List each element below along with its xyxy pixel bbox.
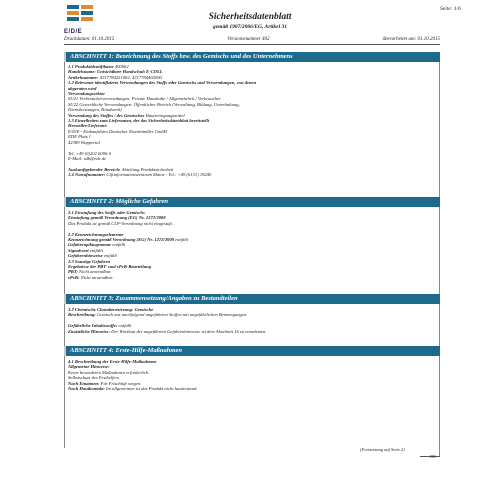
line-text: Selbstschutz des Ersthelfers. [68,375,121,381]
line-text: entfällt [118,323,132,329]
line-label: Nach Einatmen: [68,380,101,386]
line-text: Keine besonderen Maßnahmen erforderlich. [68,369,150,375]
line-label: Allgemeine Hinweise: [68,364,110,370]
document-title: Sicherheitsdatenblatt [208,12,292,22]
line-text: Der Wortlaut der angeführten Gefahrenhinweise ist dem Abschnitt 16 zu entnehmen. [111,328,267,334]
line-label: 2.2 Kennzeichnungselemente [68,231,124,237]
line-text: Nicht anwendbar. [79,269,112,275]
line-text: Gemisch aus nachfolgend angeführten Stoffen mit ungefährlichen Beimengungen. [96,312,248,318]
line-label: Gefahrenpiktogramme [68,242,113,248]
line-label: 1.1 Produktidentifikator [68,64,114,69]
section-4-body [68,359,436,391]
revision-date: überarbeitet am: 01.10.2015 [382,37,440,42]
line-text: Dienstleistungen, Handwerk) [68,107,122,113]
line-text: SU22 Gewerbliche Verwendungen: Öffentlicher Bereich (Verwaltung, Bildung, Unterhaltung, [68,101,240,107]
section-3-header [64,294,440,304]
line-label: Artikelnummer: [68,74,100,80]
section-4-title: ABSCHNITT 4: Erste-Hilfe-Maßnahmen [70,347,182,354]
header-meta [64,37,440,42]
line-label: 1.3 Einzelheiten zum Lieferanten, der das Sicherheitsdatenblatt bereitstellt [68,118,210,124]
text-line [68,386,436,391]
document-subtitle: gemäß 1907/2006/EG, Artikel 31 [212,24,288,30]
line-label: Hersteller/Lieferant: [68,123,108,129]
text-line [68,329,436,334]
line-label: Signalwort [68,247,90,253]
line-label: Verwendung des Stoffes / des Gemisches [68,112,146,118]
line-text: Tel. +49 (0)202 6096-0 [68,150,111,156]
line-text: Das Produkt ist gemäß CLP-Verordnung nicht eingestuft. [68,220,174,226]
line-label: 3.2 Chemische Charakterisierung: Gemische [68,307,154,312]
line-label: vPvB: [68,274,81,280]
line-text: EDE Platz 1 [68,134,91,140]
section-2-title: ABSCHNITT 2: Mögliche Gefahren [70,198,169,205]
line-label: 2.1 Einstufung des Stoffs oder Gemischs [68,210,145,215]
line-label: Einstufung gemäß Verordnung (EG) Nr. 1272/2008 [68,215,166,221]
text-line [68,275,436,280]
section-4-header [64,346,440,356]
line-label: Beschreibung: [68,312,97,318]
section-1-header [64,52,440,62]
line-text: Für Frischluft sorgen. [100,380,142,386]
language-code: DE [430,454,436,459]
line-text: 42389 Wuppertal [68,139,100,145]
line-label: 1.2 Relevante identifizierte Verwendungen des Stoffs oder Gemischs und Verwendungen, von denen [68,80,257,86]
frame-left-line [64,52,65,448]
section-3-body [68,307,436,334]
section-1-body [68,64,436,178]
line-label: Gefährliche Inhaltsstoffe: [68,323,119,329]
line-label: 1.4 Notrufnummer: [68,172,107,178]
continuation-note: (Fortsetzung auf Seite 2) [360,447,405,452]
line-text: entfällt [112,242,126,248]
line-label: Ergebnisse der PBT- und vPvB-Beurteilung [68,264,152,270]
line-text: Hautreinigungsmittel [145,112,185,118]
line-label: Gefahrenhinweise [68,253,104,259]
line-text: entfällt [89,247,103,253]
section-3-title: ABSCHNITT 3: Zusammensetzung/Angaben zu Bestandteilen [70,295,238,302]
line-text: Nicht anwendbar. [80,274,114,280]
line-text: Im allgemeinen ist das Produkt nicht hautreizend. [106,386,198,392]
section-2-header [64,197,440,207]
page-number: Seite: 1/6 [440,6,461,12]
text-line [68,172,436,177]
version-number: Versionsnummer 402 [227,37,270,42]
header-divider [64,44,440,45]
section-2-body [68,210,436,280]
section-1-title: ABSCHNITT 1: Bezeichnung des Stoffs bzw. des Gemischs und des Unternehmens [70,53,293,60]
line-text: 400062 [113,64,129,69]
print-date: Druckdatum: 01.10.2015 [64,37,115,42]
line-label: 4.1 Beschreibung der Erste-Hilfe-Maßnahmen [68,359,157,364]
line-label: Auskunftgebender Bereich: [68,166,122,172]
line-label: PBT: [68,269,80,275]
line-text: 4317784251082, 4317784465090 [99,74,162,80]
line-text: entfällt [175,237,189,243]
frame-right-line [439,52,440,456]
line-text: E-Mail: sdb@ede.de [68,155,107,161]
line-text: Abteilung Produktsicherheit [121,166,174,172]
line-label: abgeraten wird [68,85,97,91]
logo-text: E/D/E [64,29,83,35]
line-label: Kennzeichnung gemäß Verordnung (EG) Nr. 1272/2008 [68,237,176,243]
line-label: Verwendungssektor [68,91,106,97]
line-text: SU21 Verbraucherverwendungen: Private Haushalte / Allgemeinheit / Verbraucher [68,96,221,102]
line-label: Handelsname: Unisichtbare Handschuh E-COLL [68,69,163,75]
line-text: Giftinformationszentrum Mainz - Tel.: +49 (6131) 19240 [106,172,212,178]
line-label: Nach Hautkontakt: [68,386,107,392]
line-label: 2.3 Sonstige Gefahren [68,258,111,264]
line-label: Zusätzliche Hinweise: [68,328,112,334]
line-text: E/D/E - Einkaufsbüro Deutscher Eisenhändler GmbH [68,128,167,134]
line-text: entfällt [103,253,117,259]
